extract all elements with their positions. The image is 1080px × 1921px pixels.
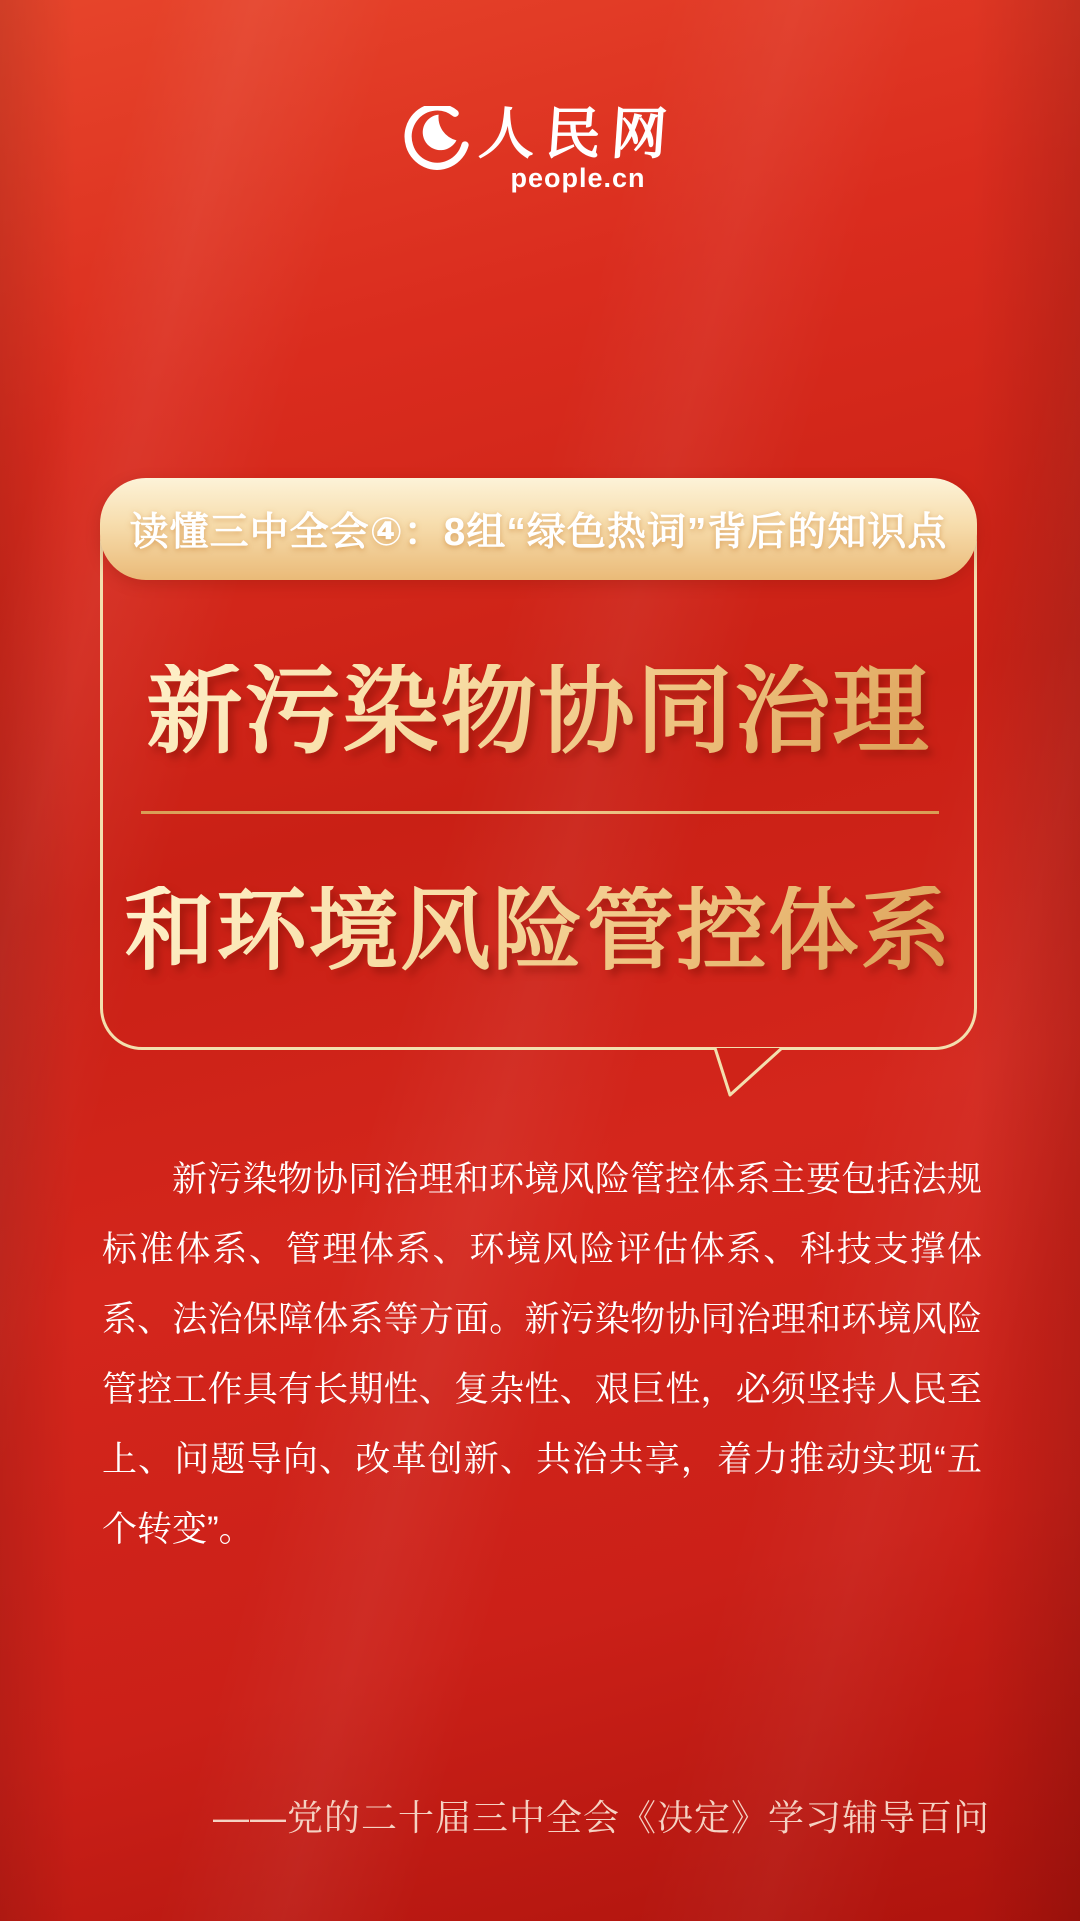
body-line: 个转变”。 (102, 1510, 254, 1549)
body-line: 系、法治保障体系等方面。新污染物协同治理和环境风险 (102, 1300, 982, 1339)
series-badge (100, 478, 977, 580)
title-line-1: 新污染物协同治理 (100, 664, 977, 760)
title-divider (141, 811, 939, 814)
logo-site-url: people.cn (510, 163, 646, 193)
body-line: 标准体系、管理体系、环境风险评估体系、科技支撑体 (102, 1230, 982, 1269)
body-paragraph (102, 1145, 982, 1565)
series-badge-label: 读懂三中全会④：8组“绿色热词”背后的知识点 (129, 511, 948, 554)
body-line: 新污染物协同治理和环境风险管控体系主要包括法规 (172, 1160, 982, 1199)
people-cn-swirl-icon (403, 106, 469, 176)
title-line-2: 和环境风险管控体系 (100, 886, 977, 976)
people-cn-logo (0, 106, 1080, 192)
logo-site-name: 人民网 (476, 104, 680, 166)
source-attribution: ——党的二十届三中全会《决定》学习辅导百问 (212, 1797, 990, 1838)
body-line: 上、问题导向、改革创新、共治共享，着力推动实现“五 (102, 1440, 982, 1479)
speech-bubble-tail (712, 1048, 796, 1102)
logo-texts (476, 104, 680, 193)
body-line: 管控工作具有长期性、复杂性、艰巨性，必须坚持人民至 (102, 1370, 982, 1409)
